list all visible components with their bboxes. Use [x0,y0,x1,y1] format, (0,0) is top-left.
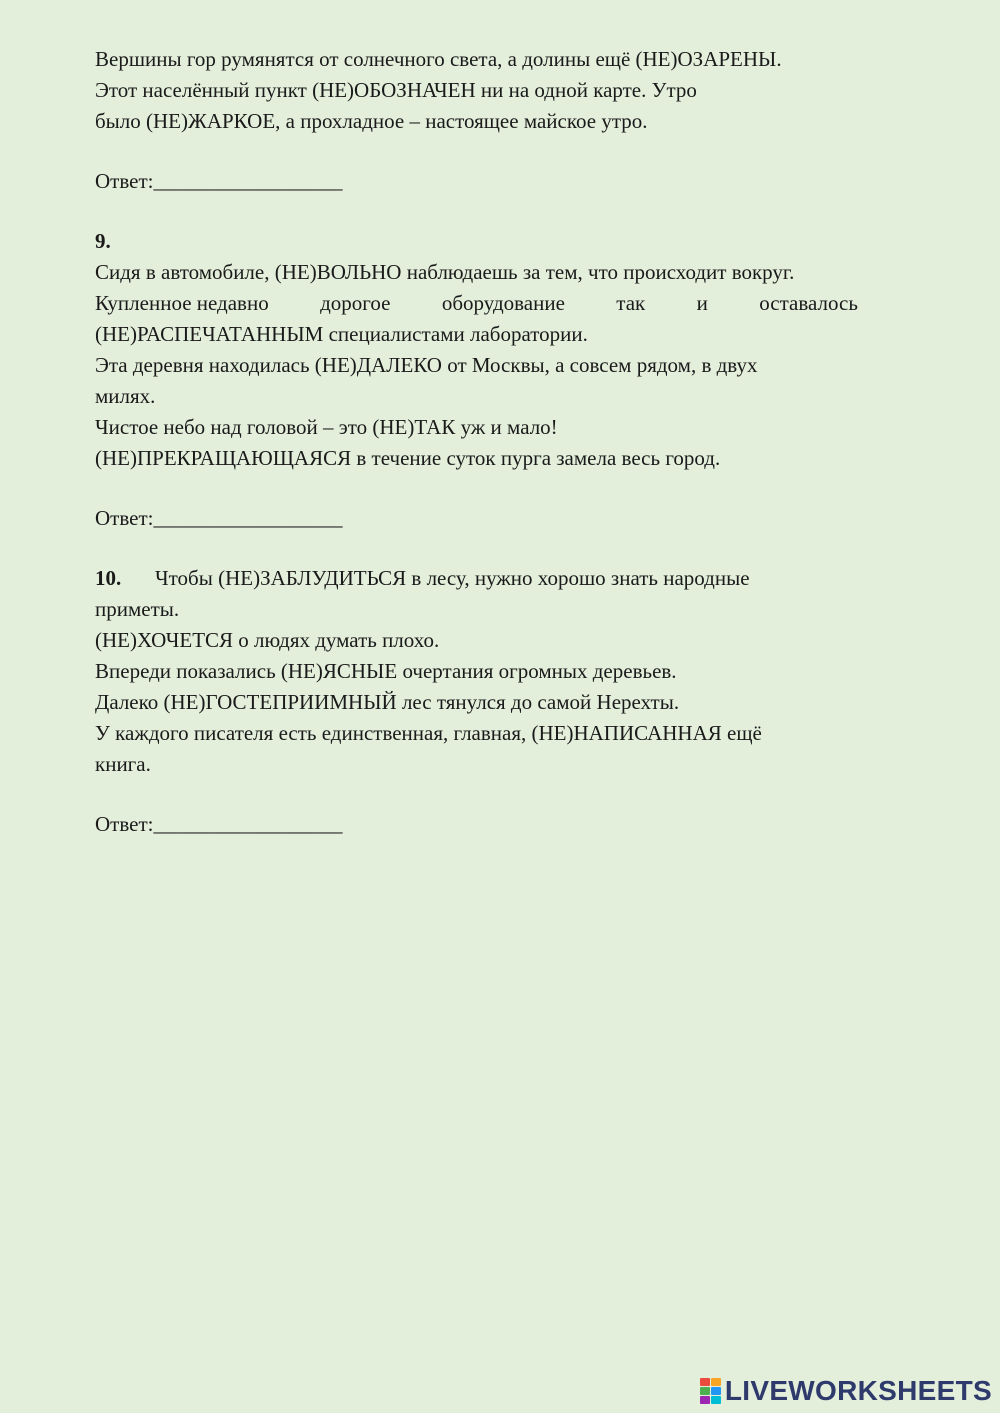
exercise-9-line-7: (НЕ)ПРЕКРАЩАЮЩАЯСЯ в течение суток пурга замела весь город. [95,446,721,470]
exercise-9-line-1: Сидя в автомобиле, (НЕ)ВОЛЬНО наблюдаешь за тем, что происходит вокруг. [95,260,795,284]
logo-square [700,1387,710,1395]
exercise-9-line-2-word: так [616,291,646,315]
logo-square [700,1396,710,1404]
exercise-10-line-4: Впереди показались (НЕ)ЯСНЫЕ очертания огромных деревьев. [95,659,677,683]
exercise-10-line-1 [95,563,895,594]
exercise-9-line-3: (НЕ)РАСПЕЧАТАННЫМ специалистами лаборатории. [95,322,588,346]
exercise-10-answer[interactable]: Ответ:__________________ [95,812,343,836]
exercise-10-line-5: Далеко (НЕ)ГОСТЕПРИИМНЫЙ лес тянулся до самой Нерехты. [95,690,680,714]
logo-square [711,1378,721,1386]
exercise-8-answer[interactable]: Ответ:__________________ [95,169,343,193]
exercise-9-line-2-word: Купленное недавно [95,291,269,315]
exercise-10-number: 10. [95,566,122,590]
exercise-9-number: 9. [95,229,111,253]
exercise-9-block [95,226,895,534]
exercise-9-line-2-word: оборудование [441,291,565,315]
logo-square [711,1387,721,1395]
exercise-9-line-2-word: оставалось [759,291,858,315]
exercise-10-line-6: У каждого писателя есть единственная, главная, (НЕ)НАПИСАННАЯ ещё [95,721,762,745]
exercise-9-line-5: милях. [95,384,156,408]
liveworksheets-logo-icon [700,1378,722,1404]
exercise-8-line-2: Этот населённый пункт (НЕ)ОБОЗНАЧЕН ни на одной карте. Утро [95,78,697,102]
liveworksheets-logo[interactable] [700,1375,992,1407]
logo-square [700,1378,710,1386]
exercise-10-line-3: (НЕ)ХОЧЕТСЯ о людях думать плохо. [95,628,440,652]
liveworksheets-logo-text: LIVEWORKSHEETS [724,1375,992,1406]
exercise-9-line-2 [95,288,858,319]
exercise-8-line-3: было (НЕ)ЖАРКОЕ, а прохладное – настоящее майское утро. [95,109,648,133]
exercise-10-block [95,563,895,840]
exercise-9-line-2-word: и [696,291,708,315]
exercise-8-line-1: Вершины гор румянятся от солнечного света, а долины ещё (НЕ)ОЗАРЕНЫ. [95,47,782,71]
logo-square [711,1396,721,1404]
exercise-10-line-2: приметы. [95,597,180,621]
exercise-9-answer[interactable]: Ответ:__________________ [95,506,343,530]
worksheet-page [95,44,895,840]
exercise-10-line-7: книга. [95,752,151,776]
exercise-9-line-2-word: дорогое [320,291,391,315]
exercise-9-line-6: Чистое небо над головой – это (НЕ)ТАК уж и мало! [95,415,558,439]
exercise-10-line-1-text: Чтобы (НЕ)ЗАБЛУДИТЬСЯ в лесу, нужно хорошо знать народные [155,566,750,590]
exercise-9-line-4: Эта деревня находилась (НЕ)ДАЛЕКО от Москвы, а совсем рядом, в двух [95,353,758,377]
exercise-8-block [95,44,895,197]
